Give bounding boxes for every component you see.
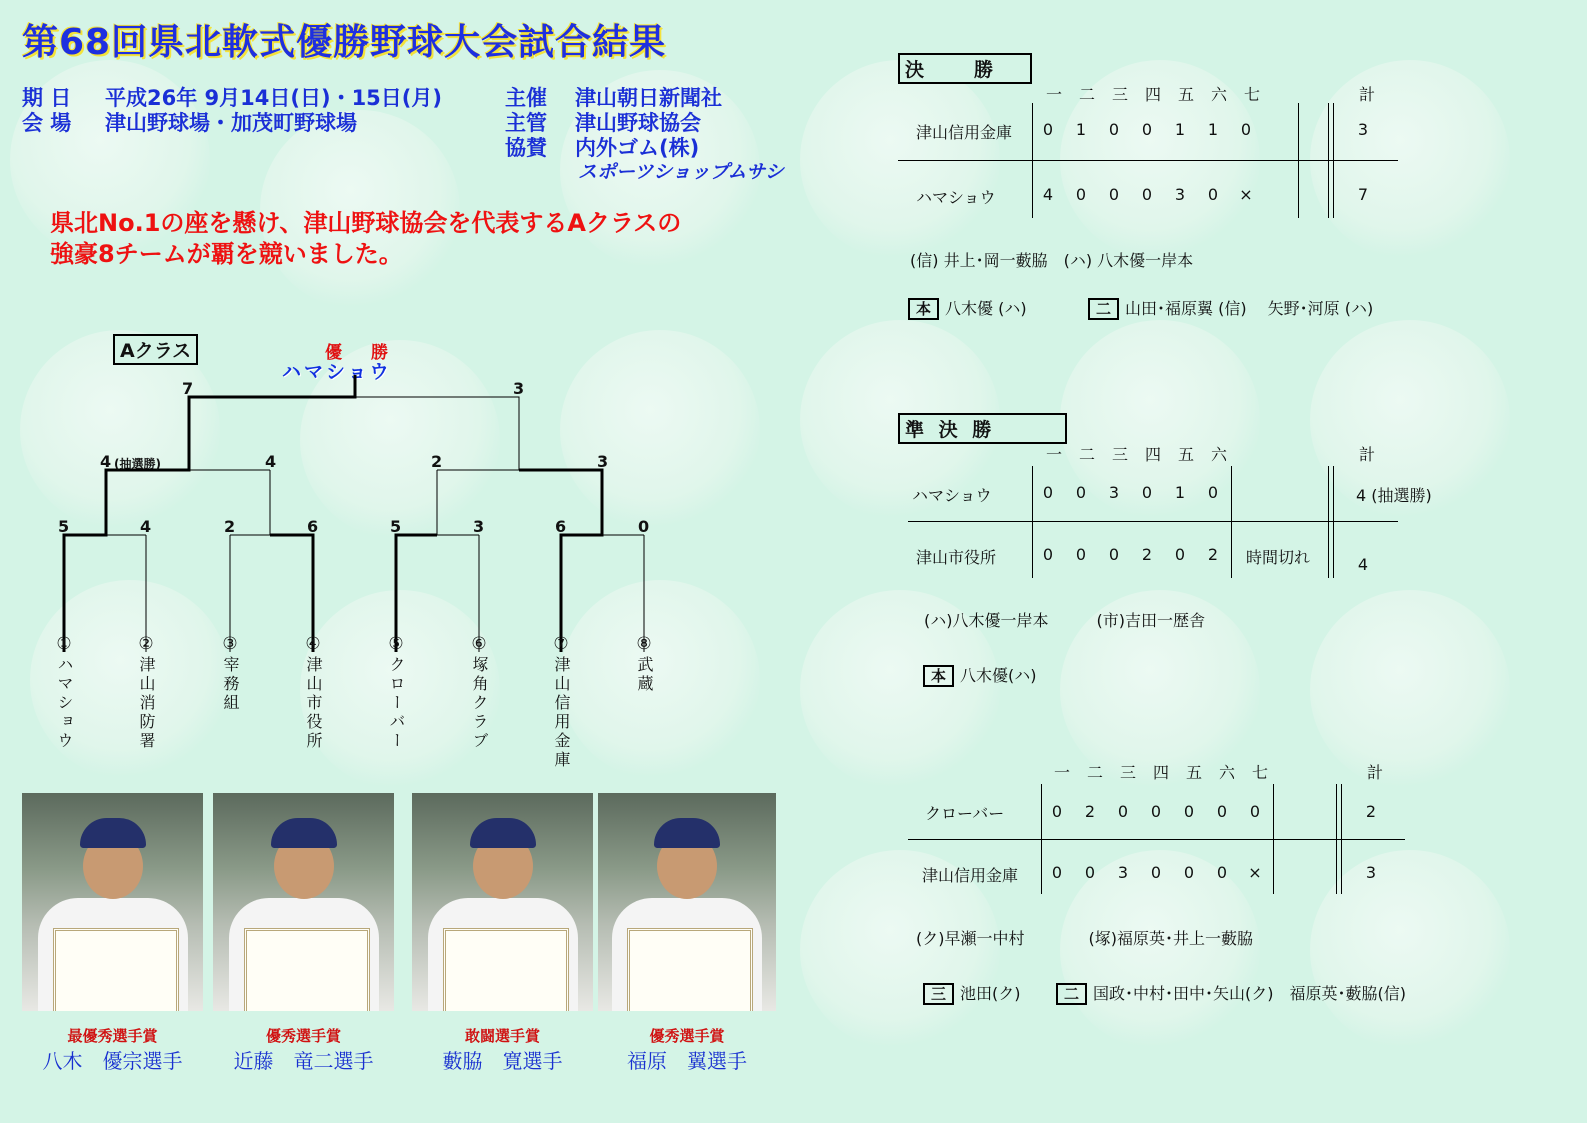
host-value: 津山朝日新聞社 bbox=[575, 86, 722, 110]
final-team-2: ハマショウ bbox=[916, 188, 996, 207]
r1-score-2: 4 bbox=[140, 517, 152, 536]
award-title: 敢闘選手賞 bbox=[464, 1027, 540, 1045]
sponsor-label: 協賛 bbox=[505, 136, 547, 160]
semi1-home-runs: 本 八木優(ハ) bbox=[923, 663, 1037, 687]
grid-line bbox=[1231, 466, 1232, 578]
team-number: ② bbox=[138, 634, 154, 654]
team-number: ⑧ bbox=[636, 634, 652, 654]
date-label: 期 日 bbox=[22, 86, 72, 110]
semi2-triples: 三 池田(ク) bbox=[923, 981, 1021, 1005]
semi2-doubles: 二 国政･中村･田中･矢山(ク) 福原英･藪脇(信) bbox=[1056, 981, 1406, 1005]
lead-line-2: 強豪8チームが覇を競いました。 bbox=[50, 240, 403, 268]
award-player: 八木 優宗選手 bbox=[42, 1049, 183, 1073]
home-run-tag: 本 bbox=[908, 298, 939, 320]
r1-score-5: 5 bbox=[390, 517, 402, 536]
sponsor-value-2: スポーツショップムサシ bbox=[578, 161, 784, 183]
r1-score-4: 6 bbox=[307, 517, 319, 536]
award-photo-3 bbox=[412, 793, 593, 1011]
team-name: クローバー bbox=[387, 656, 406, 751]
row-divider bbox=[908, 839, 1405, 840]
grid-line bbox=[1328, 466, 1334, 578]
team-number: ④ bbox=[305, 634, 321, 654]
grid-line bbox=[1041, 784, 1042, 894]
award-photo-1 bbox=[22, 793, 203, 1011]
team-number: ⑤ bbox=[388, 634, 404, 654]
team-name: 津山信用金庫 bbox=[552, 656, 571, 770]
final-score-right: 3 bbox=[513, 379, 525, 398]
team-name: 津山市役所 bbox=[304, 656, 323, 751]
r1-score-1: 5 bbox=[58, 517, 70, 536]
team-number: ⑥ bbox=[471, 634, 487, 654]
r1-score-3: 2 bbox=[224, 517, 236, 536]
grid-line bbox=[1032, 466, 1033, 578]
row-divider bbox=[898, 160, 1398, 161]
team-name: 津山消防署 bbox=[137, 656, 156, 751]
grid-line bbox=[1336, 784, 1342, 894]
final-team-1: 津山信用金庫 bbox=[916, 123, 1013, 142]
page-title: 第68回県北軟式優勝野球大会試合結果 bbox=[22, 22, 667, 63]
team-name: 塚角クラブ bbox=[470, 656, 489, 751]
semi-score-3: 2 bbox=[431, 452, 443, 471]
award-photo-2 bbox=[213, 793, 394, 1011]
grid-line bbox=[1273, 784, 1274, 894]
final-label: 決 勝 bbox=[898, 53, 1032, 84]
semi2-team-2: 津山信用金庫 bbox=[922, 866, 1019, 885]
team-name: 宰務組 bbox=[221, 656, 240, 713]
semi1-battery: (ハ)八木優一岸本 (市)吉田一歴舎 bbox=[924, 611, 1205, 630]
award-photo-4 bbox=[598, 793, 776, 1011]
final-battery: (信) 井上･岡一藪脇 (ハ) 八木優一岸本 bbox=[910, 251, 1194, 270]
award-title: 優秀選手賞 bbox=[265, 1027, 341, 1045]
semi1-team-2: 津山市役所 bbox=[916, 548, 997, 567]
tournament-bracket bbox=[0, 0, 780, 660]
r1-score-8: 0 bbox=[638, 517, 650, 536]
grid-line bbox=[1328, 103, 1334, 218]
final-score-left: 7 bbox=[182, 379, 194, 398]
grid-line bbox=[1298, 103, 1299, 218]
semi1-team-1: ハマショウ bbox=[912, 486, 992, 505]
venue-value: 津山野球場・加茂町野球場 bbox=[105, 111, 357, 135]
team-number: ⑦ bbox=[553, 634, 569, 654]
semi-label: 準 決 勝 bbox=[898, 413, 1067, 444]
semi2-team-1: クローバー bbox=[925, 804, 1005, 823]
team-name: 武蔵 bbox=[635, 656, 654, 694]
manage-value: 津山野球協会 bbox=[575, 111, 701, 135]
award-player: 福原 翼選手 bbox=[627, 1049, 747, 1073]
lottery-win-note: (抽選勝) bbox=[114, 457, 161, 471]
double-tag: 二 bbox=[1088, 298, 1119, 320]
r1-score-7: 6 bbox=[555, 517, 567, 536]
host-label: 主催 bbox=[505, 86, 547, 110]
venue-label: 会 場 bbox=[22, 111, 72, 135]
r1-score-6: 3 bbox=[473, 517, 485, 536]
team-number: ③ bbox=[222, 634, 238, 654]
date-value: 平成26年 9月14日(日)・15日(月) bbox=[105, 86, 442, 110]
double-tag: 二 bbox=[1056, 983, 1087, 1005]
sponsor-value-1: 内外ゴム(株) bbox=[575, 136, 700, 160]
award-player: 近藤 竜二選手 bbox=[233, 1049, 374, 1073]
final-home-runs: 本 八木優 (ハ) bbox=[908, 296, 1027, 320]
award-title: 優秀選手賞 bbox=[649, 1027, 725, 1045]
award-player: 藪脇 寛選手 bbox=[442, 1049, 563, 1073]
team-number: ① bbox=[56, 634, 72, 654]
final-doubles: 二 山田･福原翼 (信) 矢野･河原 (ハ) bbox=[1088, 296, 1373, 320]
semi2-battery: (ク)早瀬一中村 (塚)福原英･井上一藪脇 bbox=[916, 929, 1253, 948]
row-divider bbox=[908, 521, 1398, 522]
triple-tag: 三 bbox=[923, 983, 954, 1005]
manage-label: 主管 bbox=[505, 111, 547, 135]
champion-label: 優 勝 bbox=[325, 343, 394, 363]
award-title: 最優秀選手賞 bbox=[67, 1027, 158, 1045]
grid-line bbox=[1032, 103, 1033, 218]
semi-score-1: 4 bbox=[100, 452, 112, 471]
lead-line-1: 県北No.1の座を懸け、津山野球協会を代表するAクラスの bbox=[50, 209, 682, 237]
home-run-tag: 本 bbox=[923, 665, 954, 687]
class-label: Aクラス bbox=[113, 334, 198, 365]
semi-score-2: 4 bbox=[265, 452, 277, 471]
champion-name: ハマショウ bbox=[282, 361, 392, 383]
semi-score-4: 3 bbox=[597, 452, 609, 471]
team-name: ハマショウ bbox=[55, 656, 74, 751]
